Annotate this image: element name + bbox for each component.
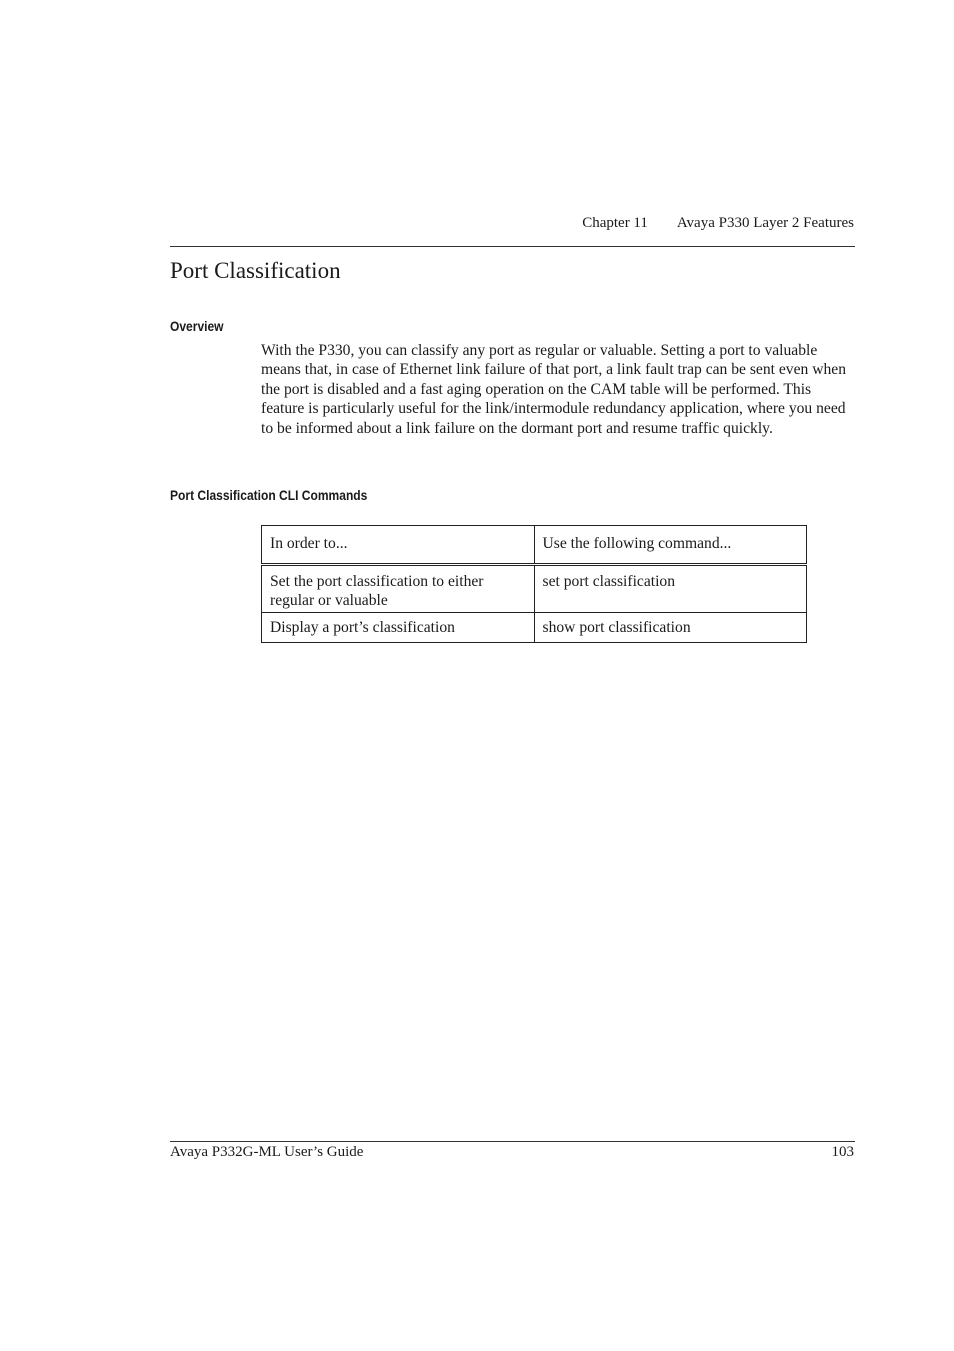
- chapter-number: Chapter 11: [582, 215, 648, 231]
- table-cell-command: set port classification: [534, 565, 807, 613]
- table-cell-purpose: Set the port classification to either regular or valuable: [262, 565, 535, 613]
- overview-heading: Overview: [170, 318, 224, 334]
- overview-paragraph: With the P330, you can classify any port as regular or valuable. Setting a port to valuable means that, in case of Ethernet link failure of that port, a link fault trap can be sent even when the port is disabled and a fast aging operation on the CAM table will be performed. This feature is particularly useful for the link/intermodule redundancy application, where you need to be informed about a link failure on the dormant port and resume traffic quickly.: [261, 342, 846, 437]
- page-number: 103: [831, 1144, 854, 1160]
- table-row: [262, 613, 807, 643]
- table-header-row: [262, 526, 807, 565]
- table-row: [262, 565, 807, 613]
- header-divider: [170, 246, 855, 247]
- table-header-cell: Use the following command...: [534, 526, 807, 565]
- cli-commands-table: [261, 525, 807, 643]
- table-cell-purpose: Display a port’s classification: [262, 613, 535, 643]
- cli-commands-heading: Port Classification CLI Commands: [170, 487, 368, 503]
- running-header: [582, 215, 854, 232]
- section-title: Port Classification: [170, 258, 341, 283]
- footer-guide-title: Avaya P332G-ML User’s Guide: [170, 1144, 364, 1160]
- chapter-title: Avaya P330 Layer 2 Features: [676, 215, 854, 231]
- table-header-cell: In order to...: [262, 526, 535, 565]
- table-cell-command: show port classification: [534, 613, 807, 643]
- footer-divider: [170, 1141, 855, 1142]
